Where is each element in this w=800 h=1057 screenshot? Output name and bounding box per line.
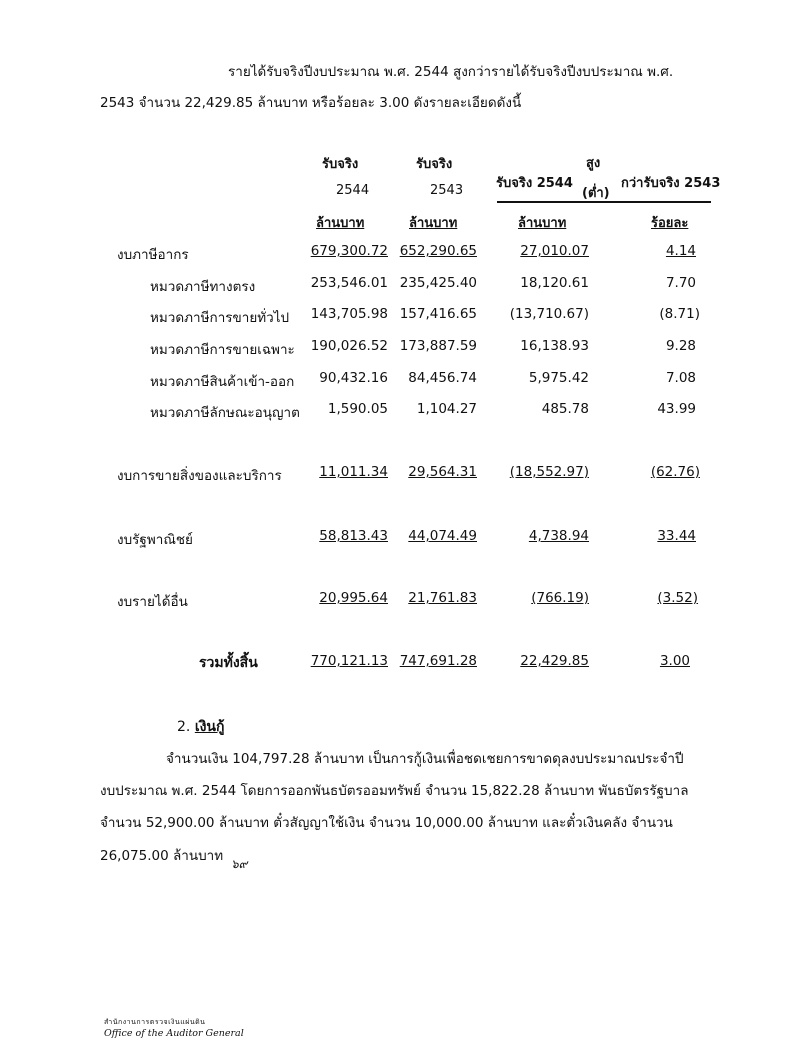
total-label: รวมทั้งสิ้น [199, 655, 258, 671]
header-col3-sup-top: สูง [586, 156, 601, 171]
row-label: หมวดภาษีการขายเฉพาะ [150, 342, 295, 358]
header-col3-title: รับจริง 2544 [496, 176, 573, 191]
header-col4-title: กว่ารับจริง 2543 [621, 176, 721, 191]
row-value-col4: 7.70 [665, 275, 696, 291]
row-label: หมวดภาษีสินค้าเข้า-ออก [150, 374, 295, 390]
unit-col4: ร้อยละ [651, 216, 689, 231]
total-value-col1: 770,121.13 [310, 653, 388, 669]
row-value-col3: 4,738.94 [528, 528, 589, 544]
unit-col1: ล้านบาท [316, 216, 365, 231]
footer-org-english: Office of the Auditor General [104, 1028, 244, 1039]
row-value-col4: 43.99 [657, 401, 696, 417]
row-label: หมวดภาษีทางตรง [150, 279, 256, 295]
header-col1-title: รับจริง [322, 157, 359, 172]
row-value-col1: 143,705.98 [310, 306, 388, 322]
row-label: งบรัฐพาณิชย์ [117, 532, 193, 548]
header-col1-year: 2544 [336, 183, 370, 198]
row-value-col1: 90,432.16 [319, 370, 388, 386]
header-col3-sup-bottom: (ต่ำ) [582, 186, 610, 201]
row-value-col3: (766.19) [531, 590, 589, 606]
row-value-col2: 21,761.83 [408, 590, 477, 606]
section-heading [177, 716, 224, 738]
row-value-col1: 253,546.01 [310, 275, 388, 291]
header-col2-year: 2543 [430, 183, 464, 198]
para-line-1: จำนวนเงิน 104,797.28 ล้านบาท เป็นการกู้เงินเพื่อชดเชยการขาดดุลงบประมาณประจำปี [166, 751, 684, 767]
row-value-col4: 7.08 [665, 370, 696, 386]
intro-line-2: 2543 จำนวน 22,429.85 ล้านบาท หรือร้อยละ 3.00 ดังรายละเอียดดังนี้ [100, 95, 522, 111]
row-value-col4: 4.14 [665, 243, 696, 259]
row-value-col1: 190,026.52 [310, 338, 388, 354]
row-label: งบภาษีอากร [117, 247, 189, 263]
row-value-col3: 27,010.07 [520, 243, 589, 259]
header-col2-title: รับจริง [416, 157, 453, 172]
row-value-col3: (13,710.67) [509, 306, 589, 322]
row-value-col4: 9.28 [665, 338, 696, 354]
intro-line-1: รายได้รับจริงปีงบประมาณ พ.ศ. 2544 สูงกว่ารายได้รับจริงปีงบประมาณ พ.ศ. [228, 64, 674, 80]
row-value-col2: 1,104.27 [416, 401, 477, 417]
unit-col3: ล้านบาท [518, 216, 567, 231]
section-title: เงินกู้ [194, 719, 225, 735]
row-value-col3: 485.78 [541, 401, 589, 417]
row-value-col2: 29,564.31 [408, 464, 477, 480]
row-value-col1: 1,590.05 [327, 401, 388, 417]
row-value-col2: 173,887.59 [399, 338, 477, 354]
row-value-col4: (62.76) [650, 464, 700, 480]
row-label: งบรายได้อื่น [117, 594, 188, 610]
para-line-2: งบประมาณ พ.ศ. 2544 โดยการออกพันธบัตรออมทรัพย์ จำนวน 15,822.28 ล้านบาท พันธบัตรรัฐบาล [100, 783, 689, 799]
row-value-col2: 652,290.65 [399, 243, 477, 259]
row-label: หมวดภาษีการขายทั่วไป [150, 310, 290, 326]
row-value-col1: 58,813.43 [319, 528, 388, 544]
row-value-col3: (18,552.97) [509, 464, 589, 480]
row-value-col4: (3.52) [657, 590, 698, 606]
total-value-col4: 3.00 [659, 653, 690, 669]
total-value-col3: 22,429.85 [520, 653, 589, 669]
para-line-3: จำนวน 52,900.00 ล้านบาท ตั๋วสัญญาใช้เงิน จำนวน 10,000.00 ล้านบาท และตั๋วเงินคลัง จำนวน [100, 815, 673, 831]
unit-col2: ล้านบาท [409, 216, 458, 231]
row-value-col2: 44,074.49 [408, 528, 477, 544]
para-line-4: 26,075.00 ล้านบาท [100, 848, 224, 864]
row-value-col2: 84,456.74 [408, 370, 477, 386]
row-value-col2: 157,416.65 [399, 306, 477, 322]
row-value-col3: 16,138.93 [520, 338, 589, 354]
row-value-col3: 5,975.42 [528, 370, 589, 386]
total-value-col2: 747,691.28 [399, 653, 477, 669]
row-value-col1: 679,300.72 [310, 243, 388, 259]
section-number: 2. [177, 719, 191, 735]
page-mark: ๖๙ [231, 857, 248, 871]
row-value-col2: 235,425.40 [399, 275, 477, 291]
row-value-col4: 33.44 [657, 528, 696, 544]
row-value-col1: 20,995.64 [319, 590, 388, 606]
row-label: หมวดภาษีลักษณะอนุญาต [150, 405, 300, 421]
row-value-col1: 11,011.34 [319, 464, 388, 480]
row-label: งบการขายสิ่งของและบริการ [117, 468, 282, 484]
footer-org-thai: สำนักงานการตรวจเงินแผ่นดิน [104, 1018, 206, 1026]
row-value-col4: (8.71) [659, 306, 700, 322]
header-rule [497, 201, 711, 203]
row-value-col3: 18,120.61 [520, 275, 589, 291]
